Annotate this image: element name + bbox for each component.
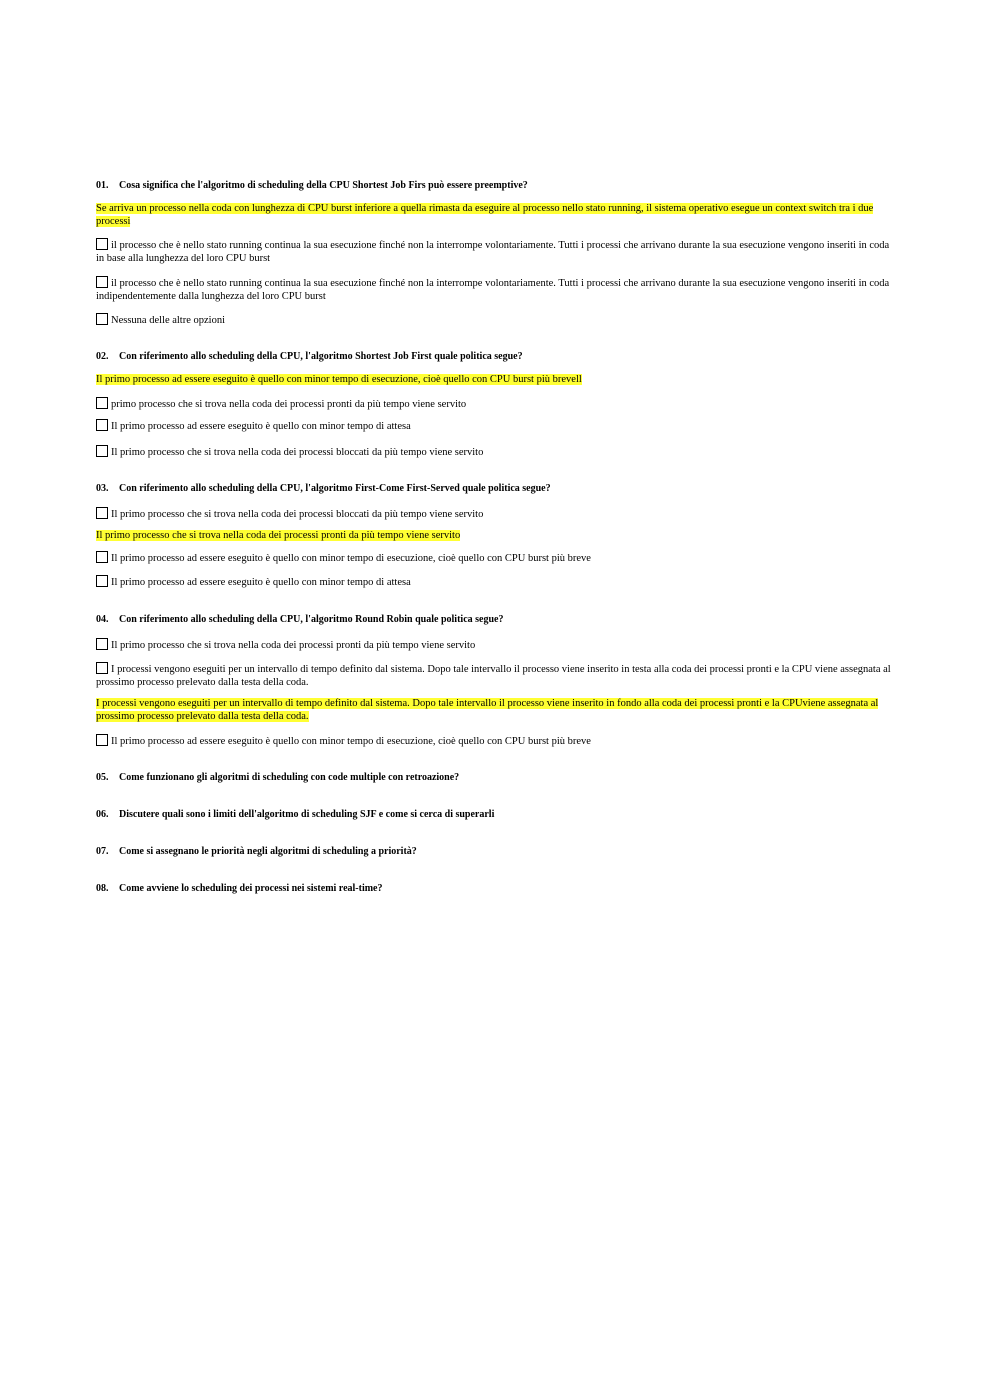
option-03-b[interactable] [96,551,896,566]
question-text: Con riferimento allo scheduling della CPU, l'algoritmo Shortest Job First quale politica segue? [119,351,523,362]
question-number: 06. [96,809,109,820]
checkbox[interactable] [96,419,108,431]
option-02-a[interactable] [96,397,896,412]
checkbox[interactable] [96,734,108,746]
question-02 [96,351,896,364]
option-02-c[interactable] [96,445,896,460]
option-01-b[interactable] [96,276,896,303]
option-04-b[interactable] [96,662,896,689]
question-text: Cosa significa che l'algoritmo di scheduling della CPU Shortest Job Firs può essere preemptive? [119,180,528,191]
answer-02 [96,374,896,387]
option-03-a[interactable] [96,507,896,522]
option-text: I processi vengono eseguiti per un intervallo di tempo definito dal sistema. Dopo tale intervallo il processo viene inserito in testa alla coda dei processi pronti e la CPU viene assegnata al prossimo processo prelevato dalla testa della coda. [96,664,891,688]
question-04 [96,614,896,627]
option-text: Il primo processo che si trova nella coda dei processi bloccati da più tempo viene servito [111,509,484,520]
question-number: 08. [96,883,109,894]
highlighted-answer: I processi vengono eseguiti per un intervallo di tempo definito dal sistema. Dopo tale intervallo il processo viene inserito in fondo alla coda dei processi pronti e la CPUviene assegnata al prossimo processo prelevato dalla testa della coda. [96,698,879,722]
question-text: Come si assegnano le priorità negli algoritmi di scheduling a priorità? [119,846,417,857]
question-number: 07. [96,846,109,857]
option-02-b[interactable] [96,419,896,434]
option-01-c[interactable] [96,313,896,328]
question-number: 04. [96,614,109,625]
question-number: 01. [96,180,109,191]
checkbox[interactable] [96,313,108,325]
answer-03 [96,530,896,543]
option-04-a[interactable] [96,638,896,653]
option-01-a[interactable] [96,238,896,265]
question-07 [96,846,896,859]
checkbox[interactable] [96,238,108,250]
question-06 [96,809,896,822]
option-03-c[interactable] [96,575,896,590]
question-05 [96,772,896,785]
answer-04 [96,698,896,723]
option-text: Il primo processo ad essere eseguito è quello con minor tempo di esecuzione, cioè quello con CPU burst più breve [111,736,591,747]
checkbox[interactable] [96,638,108,650]
option-text: primo processo che si trova nella coda dei processi pronti da più tempo viene servito [111,399,467,410]
option-text: il processo che è nello stato running continua la sua esecuzione finché non la interrompe volontariamente. Tutti i processi che arrivano durante la sua esecuzione vengono inseriti in coda indipendentemente dalla lunghezza del loro CPU burst [96,278,890,302]
checkbox[interactable] [96,276,108,288]
checkbox[interactable] [96,445,108,457]
question-03 [96,483,896,496]
question-01 [96,180,896,193]
option-text: Nessuna delle altre opzioni [111,315,226,326]
question-number: 03. [96,483,109,494]
checkbox[interactable] [96,507,108,519]
answer-01 [96,203,896,228]
option-text: Il primo processo che si trova nella coda dei processi bloccati da più tempo viene servito [111,447,484,458]
option-text: Il primo processo che si trova nella coda dei processi pronti da più tempo viene servito [111,640,476,651]
option-text: Il primo processo ad essere eseguito è quello con minor tempo di attesa [111,421,411,432]
question-text: Come funzionano gli algoritmi di scheduling con code multiple con retroazione? [119,772,460,783]
question-text: Con riferimento allo scheduling della CPU, l'algoritmo Round Robin quale politica segue? [119,614,504,625]
option-text: il processo che è nello stato running continua la sua esecuzione finché non la interrompe volontariamente. Tutti i processi che arrivano durante la sua esecuzione vengono inseriti in coda in base alla lunghezza del loro CPU burst [96,240,890,264]
question-number: 05. [96,772,109,783]
question-text: Come avviene lo scheduling dei processi nei sistemi real-time? [119,883,383,894]
question-text: Discutere quali sono i limiti dell'algoritmo di scheduling SJF e come si cerca di superarli [119,809,495,820]
option-text: Il primo processo ad essere eseguito è quello con minor tempo di esecuzione, cioè quello con CPU burst più breve [111,553,591,564]
question-text: Con riferimento allo scheduling della CPU, l'algoritmo First-Come First-Served quale politica segue? [119,483,551,494]
highlighted-answer: Il primo processo ad essere eseguito è quello con minor tempo di esecuzione, cioè quello con CPU burst più brevell [96,374,582,385]
question-08 [96,883,896,896]
checkbox[interactable] [96,551,108,563]
checkbox[interactable] [96,575,108,587]
checkbox[interactable] [96,662,108,674]
highlighted-answer: Se arriva un processo nella coda con lunghezza di CPU burst inferiore a quella rimasta da eseguire al processo nello stato running, il sistema operativo esegue un context switch tra i due processi [96,203,874,227]
question-number: 02. [96,351,109,362]
checkbox[interactable] [96,397,108,409]
option-text: Il primo processo ad essere eseguito è quello con minor tempo di attesa [111,577,411,588]
option-04-c[interactable] [96,734,896,749]
highlighted-answer: Il primo processo che si trova nella coda dei processi pronti da più tempo viene servito [96,530,461,541]
